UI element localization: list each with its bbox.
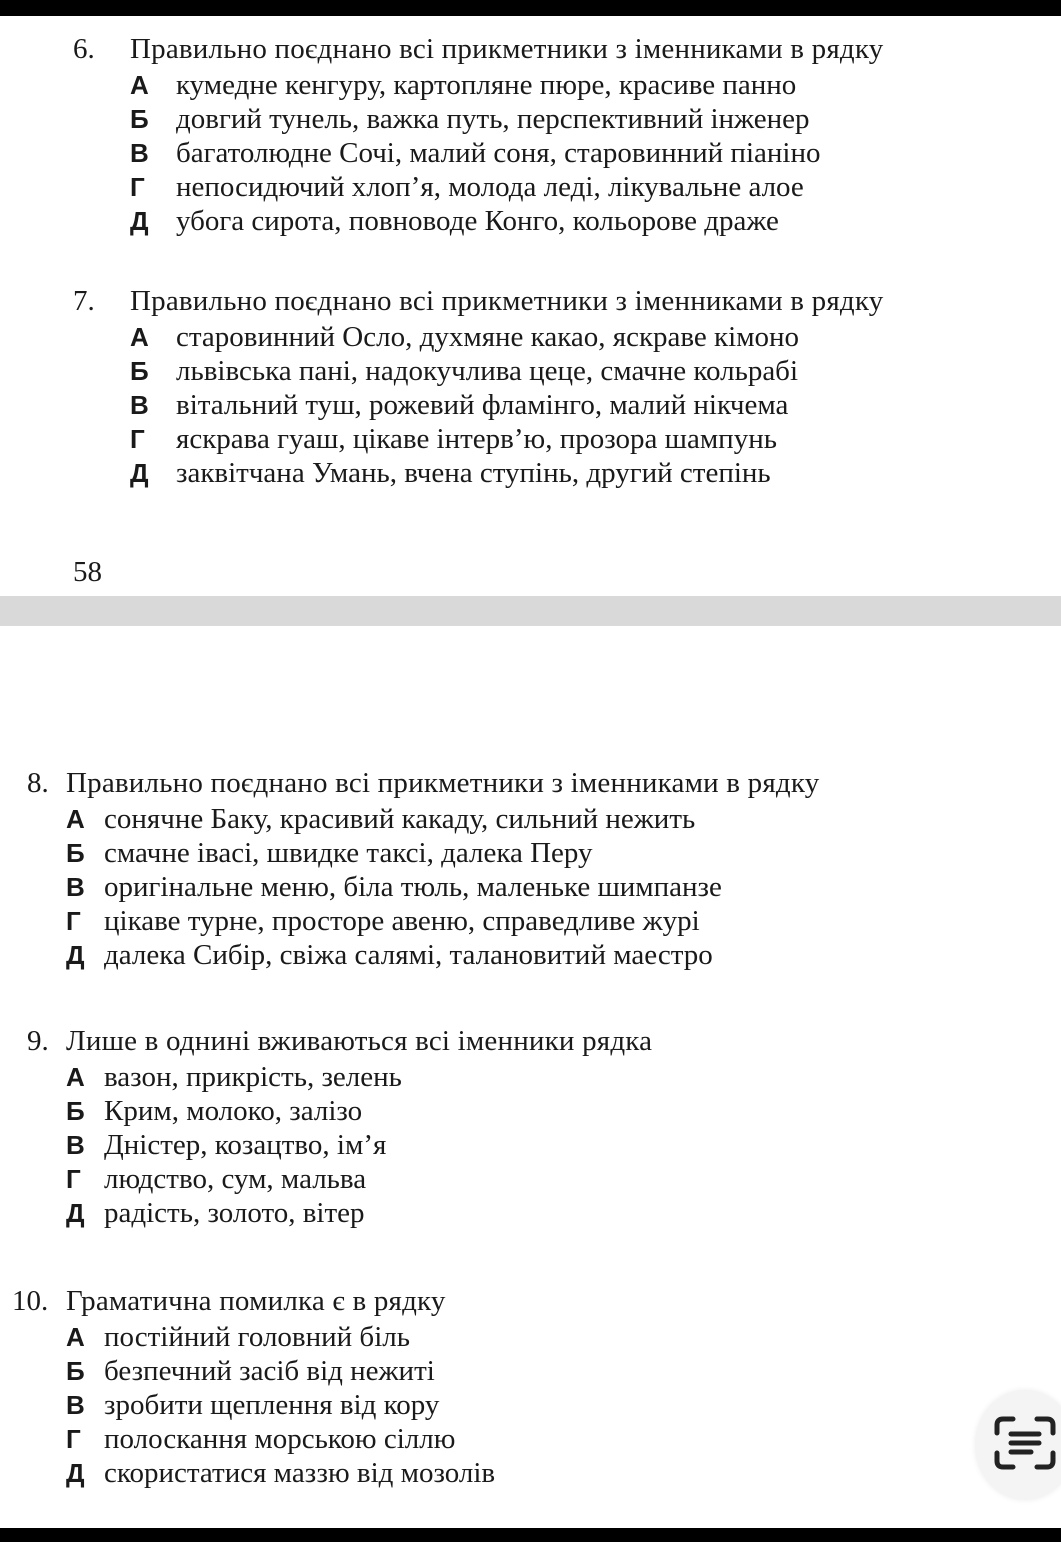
option-text: довгий тунель, важка путь, перспективний інженер bbox=[176, 103, 810, 135]
option-d bbox=[66, 1196, 652, 1230]
option-letter: Б bbox=[66, 1096, 85, 1126]
option-b bbox=[130, 354, 883, 388]
option-letter: Б bbox=[66, 838, 85, 868]
option-letter: Б bbox=[130, 356, 149, 386]
option-text: скористатися маззю від мозолів bbox=[104, 1457, 496, 1489]
option-text: сонячне Баку, красивий какаду, сильний нежить bbox=[104, 803, 696, 835]
question-text: Лише в однині вживаються всі іменники рядка bbox=[66, 1025, 653, 1057]
option-d bbox=[66, 938, 819, 972]
question-number: 10. bbox=[12, 1285, 49, 1317]
option-letter: В bbox=[66, 872, 85, 902]
option-letter: А bbox=[130, 322, 149, 352]
option-h bbox=[66, 1422, 495, 1456]
question-7 bbox=[73, 284, 883, 490]
option-a bbox=[66, 1320, 495, 1354]
option-text: цікаве турне, просторе авеню, справедливе журі bbox=[104, 905, 700, 937]
question-9 bbox=[27, 1024, 652, 1230]
option-a bbox=[66, 1060, 652, 1094]
option-text: смачне іваcі, швидке таксі, далека Перу bbox=[104, 837, 593, 869]
option-letter: Г bbox=[130, 172, 145, 202]
option-letter: В bbox=[130, 138, 149, 168]
option-letter: А bbox=[66, 804, 85, 834]
option-b bbox=[66, 1094, 652, 1128]
option-letter: А bbox=[130, 70, 149, 100]
option-text: старовинний Осло, духмяне какао, яскраве кімоно bbox=[176, 321, 800, 353]
option-letter: Д bbox=[66, 940, 85, 970]
option-letter: А bbox=[66, 1322, 85, 1352]
option-letter: Б bbox=[66, 1356, 85, 1386]
option-letter: В bbox=[66, 1130, 85, 1160]
option-a bbox=[130, 320, 883, 354]
question-text: Граматична помилка є в рядку bbox=[66, 1285, 446, 1317]
option-letter: Д bbox=[66, 1198, 85, 1228]
option-letter: Г bbox=[66, 1424, 81, 1454]
option-text: львівська пані, надокучлива цеце, смачне кольрабі bbox=[176, 355, 798, 387]
question-number: 9. bbox=[27, 1025, 49, 1057]
question-8 bbox=[27, 766, 819, 972]
option-h bbox=[66, 1162, 652, 1196]
option-a bbox=[66, 802, 819, 836]
option-text: кумедне кенгуру, картопляне пюре, красиве панно bbox=[176, 69, 797, 101]
option-text: яскрава гуаш, цікаве інтерв’ю, прозора шампунь bbox=[176, 423, 777, 455]
option-text: Крим, молоко, залізо bbox=[104, 1095, 363, 1127]
option-text: вазон, прикрість, зелень bbox=[104, 1061, 402, 1093]
text-scan-icon bbox=[993, 1415, 1057, 1476]
page-gap bbox=[0, 596, 1061, 626]
option-text: багатолюдне Сочі, малий соня, старовинний піаніно bbox=[176, 137, 821, 169]
option-text: людство, сум, мальва bbox=[104, 1163, 367, 1195]
option-h bbox=[130, 422, 883, 456]
option-letter: А bbox=[66, 1062, 85, 1092]
option-text: Дністер, козацтво, ім’я bbox=[104, 1129, 387, 1161]
option-b bbox=[130, 102, 883, 136]
question-number: 6. bbox=[73, 33, 95, 65]
option-v bbox=[66, 1128, 652, 1162]
option-v bbox=[130, 388, 883, 422]
page-59 bbox=[0, 626, 1061, 1528]
question-6 bbox=[73, 32, 883, 238]
option-letter: Г bbox=[130, 424, 145, 454]
option-letter: Д bbox=[66, 1458, 85, 1488]
question-text: Правильно поєднано всі прикметники з іменниками в рядку bbox=[66, 767, 820, 799]
question-text: Правильно поєднано всі прикметники з іменниками в рядку bbox=[130, 285, 884, 317]
option-letter: В bbox=[130, 390, 149, 420]
option-v bbox=[66, 1388, 495, 1422]
question-text: Правильно поєднано всі прикметники з іменниками в рядку bbox=[130, 33, 884, 65]
question-number: 7. bbox=[73, 285, 95, 317]
option-text: убога сирота, повноводе Конго, кольорове драже bbox=[176, 205, 779, 237]
question-number: 8. bbox=[27, 767, 49, 799]
option-d bbox=[66, 1456, 495, 1490]
option-b bbox=[66, 1354, 495, 1388]
option-text: безпечний засіб від нежиті bbox=[104, 1355, 435, 1387]
option-text: постійний головний біль bbox=[104, 1321, 410, 1353]
option-text: заквітчана Умань, вчена ступінь, другий степінь bbox=[176, 457, 771, 489]
option-text: вітальний туш, рожевий фламінго, малий нікчема bbox=[176, 389, 789, 421]
option-text: оригінальне меню, біла тюль, маленьке шимпанзе bbox=[104, 871, 722, 903]
option-b bbox=[66, 836, 819, 870]
option-text: радість, золото, вітер bbox=[104, 1197, 365, 1229]
option-letter: Г bbox=[66, 906, 81, 936]
option-letter: Д bbox=[130, 458, 149, 488]
option-v bbox=[130, 136, 883, 170]
option-text: далека Сибір, свіжа салямі, талановитий маестро bbox=[104, 939, 713, 971]
option-a bbox=[130, 68, 883, 102]
question-10 bbox=[12, 1284, 495, 1490]
top-bar bbox=[0, 0, 1061, 16]
option-text: непосидючий хлоп’я, молода леді, лікувальне алое bbox=[176, 171, 804, 203]
option-h bbox=[66, 904, 819, 938]
option-h bbox=[130, 170, 883, 204]
option-d bbox=[130, 204, 883, 238]
option-d bbox=[130, 456, 883, 490]
option-v bbox=[66, 870, 819, 904]
option-letter: Г bbox=[66, 1164, 81, 1194]
option-letter: Б bbox=[130, 104, 149, 134]
bottom-bar bbox=[0, 1528, 1061, 1542]
option-text: зробити щеплення від кору bbox=[104, 1389, 440, 1421]
page-number: 58 bbox=[73, 556, 102, 588]
option-letter: В bbox=[66, 1390, 85, 1420]
option-text: полоскання морською сіллю bbox=[104, 1423, 456, 1455]
page-58 bbox=[0, 16, 1061, 596]
option-letter: Д bbox=[130, 206, 149, 236]
